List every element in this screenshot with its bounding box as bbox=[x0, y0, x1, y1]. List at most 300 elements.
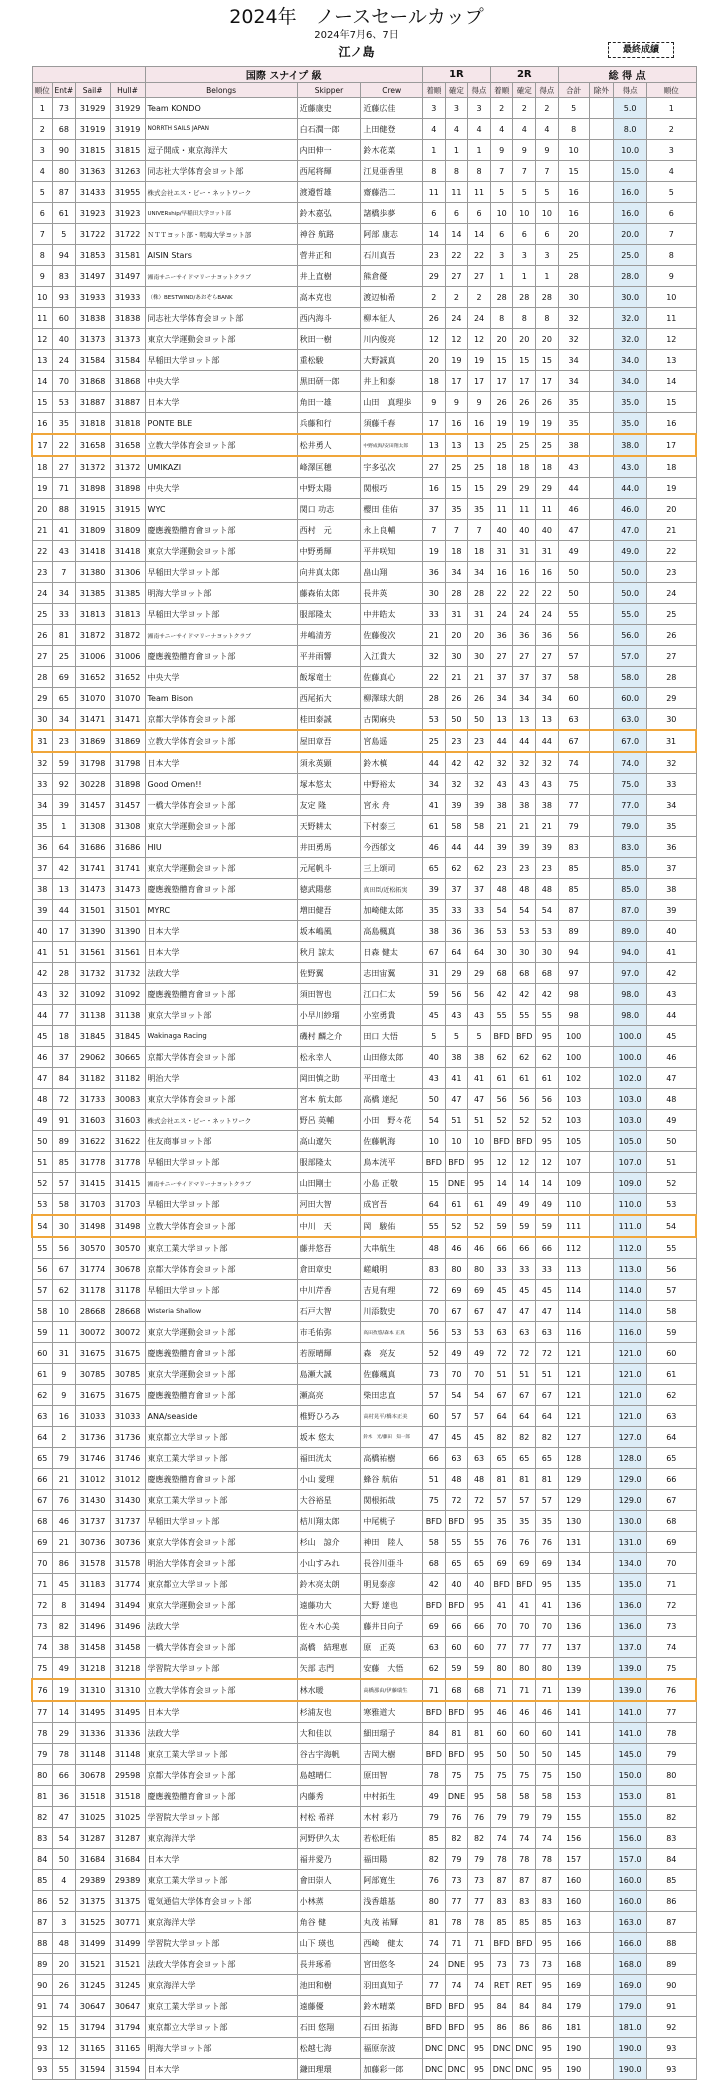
cell-race1-finish: 45 bbox=[423, 1005, 446, 1026]
cell-rank: 71 bbox=[32, 1574, 53, 1595]
cell-rank: 87 bbox=[32, 1912, 53, 1933]
cell-race1-finish: 54 bbox=[423, 1110, 446, 1131]
cell-race1-finish: 13 bbox=[423, 434, 446, 456]
cell-hull-number: 31138 bbox=[110, 1005, 145, 1026]
cell-hull-number: 30665 bbox=[110, 1047, 145, 1068]
cell-crew: 志田宙翼 bbox=[361, 963, 423, 984]
column-header: Skipper bbox=[297, 83, 361, 98]
cell-race1-finish: 29 bbox=[423, 266, 446, 287]
cell-race1-finish: 25 bbox=[423, 730, 446, 752]
cell-discard bbox=[589, 520, 614, 541]
cell-race2-finish: BFD bbox=[490, 1026, 513, 1047]
cell-rank: 74 bbox=[32, 1637, 53, 1658]
cell-race2-points: 25 bbox=[536, 434, 559, 456]
cell-race1-points: 49 bbox=[468, 1343, 491, 1364]
cell-race2-points: 78 bbox=[536, 1849, 559, 1870]
cell-rank: 19 bbox=[32, 478, 53, 499]
cell-discard bbox=[589, 478, 614, 499]
table-row bbox=[32, 1237, 696, 1259]
cell-net-points: 34.0 bbox=[614, 350, 647, 371]
cell-skipper: 徳武陽慈 bbox=[297, 879, 361, 900]
cell-race2-finish: 79 bbox=[490, 1807, 513, 1828]
cell-sail-number: 31363 bbox=[75, 161, 110, 182]
cell-rank: 60 bbox=[32, 1343, 53, 1364]
cell-crew: 吉岡大樹 bbox=[361, 1744, 423, 1765]
cell-discard bbox=[589, 709, 614, 731]
table-row bbox=[32, 774, 696, 795]
table-row bbox=[32, 541, 696, 562]
cell-race2-finish: 40 bbox=[490, 520, 513, 541]
cell-entry-number: 34 bbox=[53, 709, 76, 731]
cell-race1-confirmed: 54 bbox=[445, 1385, 468, 1406]
cell-final-rank: 24 bbox=[647, 583, 696, 604]
cell-skipper: 坂本嶋風 bbox=[297, 921, 361, 942]
cell-crew: 蜂谷 航佑 bbox=[361, 1469, 423, 1490]
cell-rank: 80 bbox=[32, 1765, 53, 1786]
cell-race1-confirmed: 27 bbox=[445, 266, 468, 287]
cell-race2-confirmed: 75 bbox=[513, 1765, 536, 1786]
cell-final-rank: 43 bbox=[647, 984, 696, 1005]
cell-skipper: 増田健吾 bbox=[297, 900, 361, 921]
table-row bbox=[32, 1301, 696, 1322]
cell-race1-points: 77 bbox=[468, 1891, 491, 1912]
cell-race1-confirmed: 48 bbox=[445, 1469, 468, 1490]
cell-crew: 佐藤真心 bbox=[361, 667, 423, 688]
cell-belongs: 早稲田大学ヨット部 bbox=[145, 1194, 297, 1216]
cell-race1-confirmed: 30 bbox=[445, 646, 468, 667]
cell-crew: 明見泰彦 bbox=[361, 1574, 423, 1595]
cell-rank: 1 bbox=[32, 98, 53, 119]
cell-total: 113 bbox=[558, 1259, 589, 1280]
cell-race1-confirmed: 66 bbox=[445, 1616, 468, 1637]
cell-race1-confirmed: 60 bbox=[445, 1637, 468, 1658]
cell-belongs: 東京工業大学ヨット部 bbox=[145, 1744, 297, 1765]
cell-race2-points: 54 bbox=[536, 900, 559, 921]
cell-race2-finish: 8 bbox=[490, 308, 513, 329]
cell-race1-points: 82 bbox=[468, 1828, 491, 1849]
cell-race1-confirmed: 7 bbox=[445, 520, 468, 541]
cell-total: 16 bbox=[558, 182, 589, 203]
cell-total: 35 bbox=[558, 413, 589, 435]
cell-race1-confirmed: 1 bbox=[445, 140, 468, 161]
cell-sail-number: 31594 bbox=[75, 2059, 110, 2080]
cell-race1-finish: 58 bbox=[423, 1532, 446, 1553]
cell-discard bbox=[589, 1301, 614, 1322]
table-row bbox=[32, 1406, 696, 1427]
cell-rank: 50 bbox=[32, 1131, 53, 1152]
cell-net-points: 5.0 bbox=[614, 98, 647, 119]
cell-net-points: 32.0 bbox=[614, 308, 647, 329]
cell-net-points: 153.0 bbox=[614, 1786, 647, 1807]
cell-belongs: 逗子開成・東京海洋大 bbox=[145, 140, 297, 161]
cell-final-rank: 46 bbox=[647, 1047, 696, 1068]
cell-race2-finish: 47 bbox=[490, 1301, 513, 1322]
table-row bbox=[32, 688, 696, 709]
cell-crew: 須藤千春 bbox=[361, 413, 423, 435]
cell-entry-number: 85 bbox=[53, 1152, 76, 1173]
cell-race1-finish: 18 bbox=[423, 371, 446, 392]
cell-final-rank: 36 bbox=[647, 837, 696, 858]
cell-entry-number: 26 bbox=[53, 1975, 76, 1996]
cell-race2-confirmed: 58 bbox=[513, 1786, 536, 1807]
cell-belongs: 立教大学体育会ヨット部 bbox=[145, 434, 297, 456]
cell-race2-confirmed: 51 bbox=[513, 1364, 536, 1385]
cell-rank: 31 bbox=[32, 730, 53, 752]
cell-race1-finish: 28 bbox=[423, 688, 446, 709]
cell-race1-finish: 6 bbox=[423, 203, 446, 224]
cell-race2-finish: 68 bbox=[490, 963, 513, 984]
cell-net-points: 55.0 bbox=[614, 604, 647, 625]
cell-entry-number: 65 bbox=[53, 688, 76, 709]
cell-skipper: 會田崇人 bbox=[297, 1870, 361, 1891]
table-row bbox=[32, 963, 696, 984]
cell-belongs: 東京工業大学ヨット部 bbox=[145, 1448, 297, 1469]
cell-hull-number: 31703 bbox=[110, 1194, 145, 1216]
cell-belongs: 日本大学 bbox=[145, 1849, 297, 1870]
cell-race1-points: 40 bbox=[468, 1574, 491, 1595]
cell-hull-number: 31746 bbox=[110, 1448, 145, 1469]
cell-crew: 齋藤浩二 bbox=[361, 182, 423, 203]
cell-sail-number: 31415 bbox=[75, 1173, 110, 1194]
table-row bbox=[32, 1047, 696, 1068]
cell-hull-number: 31603 bbox=[110, 1110, 145, 1131]
cell-net-points: 58.0 bbox=[614, 667, 647, 688]
cell-race2-finish: 83 bbox=[490, 1891, 513, 1912]
cell-discard bbox=[589, 774, 614, 795]
cell-discard bbox=[589, 413, 614, 435]
table-row bbox=[32, 1786, 696, 1807]
cell-discard bbox=[589, 1047, 614, 1068]
cell-race2-confirmed: 42 bbox=[513, 984, 536, 1005]
cell-final-rank: 53 bbox=[647, 1194, 696, 1216]
cell-sail-number: 31182 bbox=[75, 1068, 110, 1089]
cell-race1-points: 31 bbox=[468, 604, 491, 625]
cell-entry-number: 91 bbox=[53, 1110, 76, 1131]
cell-race2-finish: 1 bbox=[490, 266, 513, 287]
cell-race1-confirmed: 53 bbox=[445, 1322, 468, 1343]
cell-race2-finish: 71 bbox=[490, 1679, 513, 1701]
cell-race2-points: 45 bbox=[536, 1280, 559, 1301]
cell-discard bbox=[589, 2059, 614, 2080]
cell-entry-number: 22 bbox=[53, 434, 76, 456]
cell-discard bbox=[589, 816, 614, 837]
cell-entry-number: 30 bbox=[53, 1215, 76, 1237]
cell-net-points: 16.0 bbox=[614, 182, 647, 203]
cell-race1-confirmed: 17 bbox=[445, 371, 468, 392]
cell-rank: 5 bbox=[32, 182, 53, 203]
cell-race1-finish: 82 bbox=[423, 1849, 446, 1870]
cell-race2-finish: 50 bbox=[490, 1744, 513, 1765]
column-headers bbox=[32, 83, 696, 98]
cell-race1-points: 73 bbox=[468, 1870, 491, 1891]
cell-skipper: 石田 悠翔 bbox=[297, 2017, 361, 2038]
cell-race1-confirmed: 79 bbox=[445, 1849, 468, 1870]
cell-hull-number: 31497 bbox=[110, 266, 145, 287]
cell-entry-number: 34 bbox=[53, 583, 76, 604]
cell-final-rank: 32 bbox=[647, 752, 696, 774]
cell-crew: 川添数史 bbox=[361, 1301, 423, 1322]
cell-skipper: 小林蒸 bbox=[297, 1891, 361, 1912]
cell-belongs: 東京大学体育会ヨット部 bbox=[145, 1089, 297, 1110]
cell-hull-number: 31869 bbox=[110, 730, 145, 752]
cell-entry-number: 48 bbox=[53, 1933, 76, 1954]
cell-hull-number: 31457 bbox=[110, 795, 145, 816]
cell-rank: 25 bbox=[32, 604, 53, 625]
cell-race2-points: 18 bbox=[536, 456, 559, 478]
cell-discard bbox=[589, 963, 614, 984]
cell-crew: 安藤 大悟 bbox=[361, 1658, 423, 1680]
cell-net-points: 121.0 bbox=[614, 1406, 647, 1427]
cell-entry-number: 74 bbox=[53, 1996, 76, 2017]
cell-net-points: 46.0 bbox=[614, 499, 647, 520]
cell-rank: 68 bbox=[32, 1511, 53, 1532]
cell-entry-number: 21 bbox=[53, 1469, 76, 1490]
cell-discard bbox=[589, 921, 614, 942]
cell-skipper: 高本克也 bbox=[297, 287, 361, 308]
cell-race1-finish: 21 bbox=[423, 625, 446, 646]
table-row bbox=[32, 224, 696, 245]
cell-race1-confirmed: 10 bbox=[445, 1131, 468, 1152]
cell-hull-number: 31025 bbox=[110, 1807, 145, 1828]
cell-rank: 33 bbox=[32, 774, 53, 795]
cell-hull-number: 31287 bbox=[110, 1828, 145, 1849]
cell-entry-number: 31 bbox=[53, 1343, 76, 1364]
cell-race1-confirmed: DNE bbox=[445, 1173, 468, 1194]
cell-belongs: 日本大学 bbox=[145, 1701, 297, 1723]
cell-discard bbox=[589, 942, 614, 963]
cell-entry-number: 17 bbox=[53, 921, 76, 942]
cell-race2-points: 44 bbox=[536, 730, 559, 752]
cell-net-points: 131.0 bbox=[614, 1532, 647, 1553]
cell-rank: 30 bbox=[32, 709, 53, 731]
cell-final-rank: 88 bbox=[647, 1933, 696, 1954]
cell-race1-finish: 42 bbox=[423, 1574, 446, 1595]
cell-race2-confirmed: 63 bbox=[513, 1322, 536, 1343]
cell-sail-number: 31603 bbox=[75, 1110, 110, 1131]
cell-sail-number: 31006 bbox=[75, 646, 110, 667]
cell-race1-points: 46 bbox=[468, 1237, 491, 1259]
cell-race2-points: 8 bbox=[536, 308, 559, 329]
cell-race2-finish: 82 bbox=[490, 1427, 513, 1448]
cell-hull-number: 30736 bbox=[110, 1532, 145, 1553]
cell-belongs: 東京大学運動会ヨット部 bbox=[145, 541, 297, 562]
cell-race1-finish: 31 bbox=[423, 963, 446, 984]
cell-race1-finish: 47 bbox=[423, 1427, 446, 1448]
cell-rank: 82 bbox=[32, 1807, 53, 1828]
cell-hull-number: 31178 bbox=[110, 1280, 145, 1301]
cell-rank: 89 bbox=[32, 1954, 53, 1975]
cell-race1-confirmed: 76 bbox=[445, 1807, 468, 1828]
cell-belongs: Wisteria Shallow bbox=[145, 1301, 297, 1322]
cell-crew: 鳥本洸平 bbox=[361, 1152, 423, 1173]
cell-race1-finish: 43 bbox=[423, 1068, 446, 1089]
cell-total: 127 bbox=[558, 1427, 589, 1448]
cell-race1-finish: 81 bbox=[423, 1912, 446, 1933]
cell-net-points: 190.0 bbox=[614, 2059, 647, 2080]
cell-belongs: 東京都立大学ヨット部 bbox=[145, 2017, 297, 2038]
cell-total: 55 bbox=[558, 604, 589, 625]
cell-net-points: 116.0 bbox=[614, 1322, 647, 1343]
cell-race2-finish: 44 bbox=[490, 730, 513, 752]
cell-race2-finish: 34 bbox=[490, 688, 513, 709]
cell-net-points: 75.0 bbox=[614, 774, 647, 795]
cell-skipper: 近藤康史 bbox=[297, 98, 361, 119]
cell-net-points: 79.0 bbox=[614, 816, 647, 837]
cell-rank: 46 bbox=[32, 1047, 53, 1068]
cell-race2-points: 59 bbox=[536, 1215, 559, 1237]
cell-race1-confirmed: 35 bbox=[445, 499, 468, 520]
cell-race1-confirmed: 24 bbox=[445, 308, 468, 329]
cell-belongs: 慶應義塾體育會ヨット部 bbox=[145, 1343, 297, 1364]
cell-race2-finish: 61 bbox=[490, 1068, 513, 1089]
cell-entry-number: 32 bbox=[53, 984, 76, 1005]
table-row bbox=[32, 1343, 696, 1364]
cell-sail-number: 31471 bbox=[75, 709, 110, 731]
table-row bbox=[32, 98, 696, 119]
cell-race2-finish: 76 bbox=[490, 1532, 513, 1553]
cell-sail-number: 31818 bbox=[75, 413, 110, 435]
cell-race1-confirmed: 73 bbox=[445, 1870, 468, 1891]
cell-race1-points: 95 bbox=[468, 1173, 491, 1194]
cell-sail-number: 31138 bbox=[75, 1005, 110, 1026]
cell-race1-finish: BFD bbox=[423, 1152, 446, 1173]
cell-race2-finish: 32 bbox=[490, 752, 513, 774]
cell-final-rank: 75 bbox=[647, 1658, 696, 1680]
cell-final-rank: 73 bbox=[647, 1616, 696, 1637]
cell-discard bbox=[589, 224, 614, 245]
cell-race1-confirmed: 46 bbox=[445, 1237, 468, 1259]
cell-race2-confirmed: 19 bbox=[513, 413, 536, 435]
cell-final-rank: 13 bbox=[647, 350, 696, 371]
cell-belongs: （株）BESTWIND/あおぞらBANK bbox=[145, 287, 297, 308]
cell-skipper: 池田和樹 bbox=[297, 1975, 361, 1996]
cell-final-rank: 26 bbox=[647, 625, 696, 646]
cell-skipper: 関口 功志 bbox=[297, 499, 361, 520]
cell-total: 135 bbox=[558, 1574, 589, 1595]
cell-belongs: PONTE BLE bbox=[145, 413, 297, 435]
cell-net-points: 74.0 bbox=[614, 752, 647, 774]
table-row bbox=[32, 456, 696, 478]
cell-hull-number: 31006 bbox=[110, 646, 145, 667]
cell-entry-number: 16 bbox=[53, 1406, 76, 1427]
cell-entry-number: 86 bbox=[53, 1553, 76, 1574]
cell-race1-finish: 22 bbox=[423, 667, 446, 688]
cell-final-rank: 34 bbox=[647, 795, 696, 816]
cell-sail-number: 31675 bbox=[75, 1343, 110, 1364]
cell-entry-number: 29 bbox=[53, 1723, 76, 1744]
total-header: 総 得 点 bbox=[558, 67, 696, 83]
cell-race2-points: 95 bbox=[536, 1975, 559, 1996]
cell-net-points: 135.0 bbox=[614, 1574, 647, 1595]
cell-skipper: 山田剛士 bbox=[297, 1173, 361, 1194]
cell-race2-points: 71 bbox=[536, 1679, 559, 1701]
cell-rank: 35 bbox=[32, 816, 53, 837]
cell-entry-number: 68 bbox=[53, 119, 76, 140]
cell-net-points: 190.0 bbox=[614, 2038, 647, 2059]
cell-race2-confirmed: 32 bbox=[513, 752, 536, 774]
cell-sail-number: 31741 bbox=[75, 858, 110, 879]
cell-race2-points: 46 bbox=[536, 1701, 559, 1723]
cell-belongs: 日本大学 bbox=[145, 392, 297, 413]
cell-race2-confirmed: 65 bbox=[513, 1448, 536, 1469]
cell-race2-confirmed: 79 bbox=[513, 1807, 536, 1828]
cell-net-points: 56.0 bbox=[614, 625, 647, 646]
cell-sail-number: 30785 bbox=[75, 1364, 110, 1385]
cell-entry-number: 13 bbox=[53, 879, 76, 900]
cell-sail-number: 31658 bbox=[75, 434, 110, 456]
cell-race2-points: 16 bbox=[536, 562, 559, 583]
cell-race1-points: 95 bbox=[468, 2017, 491, 2038]
cell-race1-confirmed: 74 bbox=[445, 1975, 468, 1996]
table-row bbox=[32, 350, 696, 371]
cell-race1-points: 62 bbox=[468, 858, 491, 879]
cell-entry-number: 35 bbox=[53, 413, 76, 435]
cell-entry-number: 94 bbox=[53, 245, 76, 266]
cell-final-rank: 18 bbox=[647, 456, 696, 478]
cell-net-points: 107.0 bbox=[614, 1152, 647, 1173]
cell-race1-points: 17 bbox=[468, 371, 491, 392]
cell-hull-number: 31675 bbox=[110, 1343, 145, 1364]
cell-race1-confirmed: 20 bbox=[445, 625, 468, 646]
cell-race2-points: 72 bbox=[536, 1343, 559, 1364]
cell-rank: 12 bbox=[32, 329, 53, 350]
cell-race1-confirmed: 21 bbox=[445, 667, 468, 688]
cell-hull-number: 31594 bbox=[110, 2059, 145, 2080]
cell-race2-points: 55 bbox=[536, 1005, 559, 1026]
cell-net-points: 113.0 bbox=[614, 1259, 647, 1280]
cell-skipper: 中川 天 bbox=[297, 1215, 361, 1237]
cell-rank: 65 bbox=[32, 1448, 53, 1469]
cell-final-rank: 9 bbox=[647, 266, 696, 287]
cell-race1-finish: 67 bbox=[423, 942, 446, 963]
cell-race1-finish: BFD bbox=[423, 1701, 446, 1723]
table-row bbox=[32, 1131, 696, 1152]
cell-net-points: 100.0 bbox=[614, 1047, 647, 1068]
cell-total: 137 bbox=[558, 1637, 589, 1658]
cell-hull-number: 30072 bbox=[110, 1322, 145, 1343]
cell-discard bbox=[589, 287, 614, 308]
cell-belongs: 京都大学体育会ヨット部 bbox=[145, 709, 297, 731]
table-row bbox=[32, 1912, 696, 1933]
cell-hull-number: 31336 bbox=[110, 1723, 145, 1744]
cell-crew: 諸橋歩夢 bbox=[361, 203, 423, 224]
cell-net-points: 67.0 bbox=[614, 730, 647, 752]
cell-race2-finish: 22 bbox=[490, 583, 513, 604]
cell-entry-number: 43 bbox=[53, 541, 76, 562]
table-row bbox=[32, 1595, 696, 1616]
cell-race1-points: 16 bbox=[468, 413, 491, 435]
column-header: 確定 bbox=[445, 83, 468, 98]
cell-final-rank: 8 bbox=[647, 245, 696, 266]
cell-net-points: 8.0 bbox=[614, 119, 647, 140]
cell-race1-finish: 38 bbox=[423, 921, 446, 942]
cell-hull-number: 31919 bbox=[110, 119, 145, 140]
cell-belongs: 株式会社エス・ピー・ネットワーク bbox=[145, 1110, 297, 1131]
cell-race2-points: 49 bbox=[536, 1194, 559, 1216]
cell-crew: 平井咲知 bbox=[361, 541, 423, 562]
cell-rank: 17 bbox=[32, 434, 53, 456]
cell-net-points: 100.0 bbox=[614, 1026, 647, 1047]
cell-skipper: 石戸大智 bbox=[297, 1301, 361, 1322]
cell-race2-points: 30 bbox=[536, 942, 559, 963]
cell-race1-points: 71 bbox=[468, 1933, 491, 1954]
cell-sail-number: 31798 bbox=[75, 752, 110, 774]
cell-sail-number: 30570 bbox=[75, 1237, 110, 1259]
cell-sail-number: 31495 bbox=[75, 1701, 110, 1723]
cell-race2-points: 95 bbox=[536, 1933, 559, 1954]
cell-discard bbox=[589, 1026, 614, 1047]
cell-skipper: 遠藤優 bbox=[297, 1996, 361, 2017]
